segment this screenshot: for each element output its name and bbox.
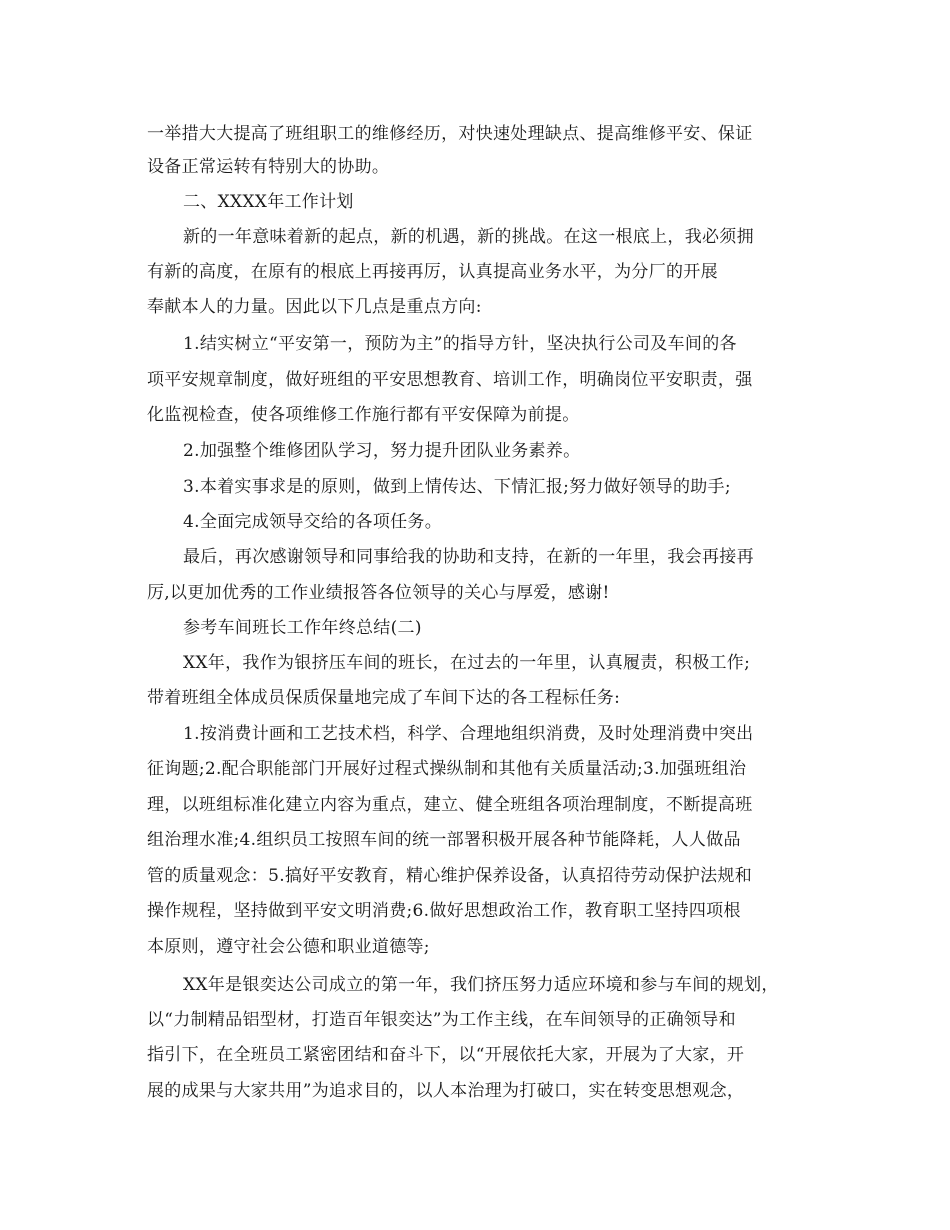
text-line: 带着班组全体成员保质保量地完成了车间下达的各工程标任务:	[147, 688, 621, 708]
text-line: 奉献本人的力量。因此以下几点是重点方向:	[147, 297, 482, 317]
list-item: 4.全面完成领导交给的各项任务。	[183, 512, 443, 532]
text-line: 理，以班组标准化建立内容为重点，建立、健全班组各项治理制度，不断提高班	[147, 795, 753, 815]
text-line: 管的质量观念：5.搞好平安教育，精心维护保养设备，认真招待劳动保护法规和	[147, 866, 753, 886]
text-line: 征询题;2.配合职能部门开展好过程式操纵制和其他有关质量活动;3.加强班组治	[147, 759, 747, 779]
text-line: 组治理水准;4.组织员工按照车间的统一部署积极开展各种节能降耗，人人做品	[147, 830, 741, 850]
section-heading: 二、XXXX年工作计划	[183, 192, 354, 212]
text-line: 展的成果与大家共用”为追求目的，以人本治理为打破口，实在转变思想观念，	[147, 1081, 745, 1101]
text-line: XX年是银奕达公司成立的第一年，我们挤压努力适应环境和参与车间的规划，	[183, 975, 779, 995]
text-line: 项平安规章制度，做好班组的平安思想教育、培训工作，明确岗位平安职责，强	[147, 370, 753, 390]
text-line: 指引下，在全班员工紧密团结和奋斗下，以“开展依托大家，开展为了大家，开	[147, 1045, 745, 1065]
text-line: 设备正常运转有特别大的协助。	[147, 157, 390, 177]
text-line: 新的一年意味着新的起点，新的机遇，新的挑战。在这一根底上，我必须拥	[183, 227, 754, 247]
text-line: 以“力制精品铝型材，打造百年银奕达”为工作主线，在车间领导的正确领导和	[147, 1010, 736, 1030]
section-heading: 参考车间班长工作年终总结(二)	[183, 618, 422, 638]
text-line: 有新的高度，在原有的根底上再接再厉，认真提高业务水平，为分厂的开展	[147, 262, 718, 282]
text-line: 一举措大大提高了班组职工的维修经历，对快速处理缺点、提高维修平安、保证	[147, 124, 753, 144]
list-item: 1.按消费计画和工艺技术档，科学、合理地组织消费，及时处理消费中突出	[183, 724, 754, 744]
text-line: 最后，再次感谢领导和同事给我的协助和支持，在新的一年里，我会再接再	[183, 547, 754, 567]
list-item: 2.加强整个维修团队学习，努力提升团队业务素养。	[183, 441, 581, 461]
text-line: 化监视检查，使各项维修工作施行都有平安保障为前提。	[147, 405, 580, 425]
text-line: 厉,以更加优秀的工作业绩报答各位领导的关心与厚爱，感谢!	[147, 583, 610, 603]
text-line: 本原则，遵守社会公德和职业道德等;	[147, 937, 430, 957]
list-item: 1.结实树立“平安第一，预防为主”的指导方针，坚决执行公司及车间的各	[183, 334, 737, 354]
text-line: XX年，我作为银挤压车间的班长，在过去的一年里，认真履责，积极工作;	[183, 653, 751, 673]
list-item: 3.本着实事求是的原则，做到上情传达、下情汇报;努力做好领导的助手;	[183, 477, 731, 497]
text-line: 操作规程，坚持做到平安文明消费;6.做好思想政治工作，教育职工坚持四项根	[147, 901, 741, 921]
